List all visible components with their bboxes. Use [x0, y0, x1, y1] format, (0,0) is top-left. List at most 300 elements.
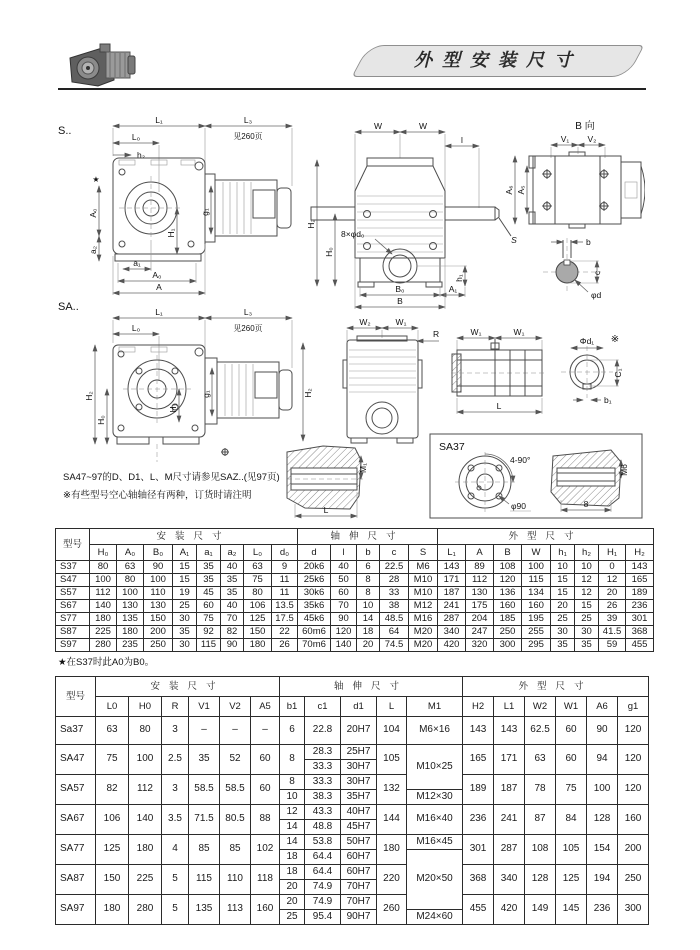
table-cell: 295	[522, 639, 551, 652]
dim-sa-h0: H₀	[96, 415, 106, 425]
header-cell: 外型尺寸	[463, 677, 649, 697]
table-cell: 236	[587, 895, 618, 925]
table-cell: 90	[221, 639, 244, 652]
table-cell: 8	[280, 745, 305, 775]
table-cell: SA77	[56, 835, 96, 865]
table-cell: M10	[409, 587, 438, 600]
table-cell: 84	[556, 805, 587, 835]
table-cell: 0	[599, 561, 626, 574]
drawing-sa-hollow-shaft	[451, 327, 623, 414]
dim-a2: a₂	[88, 245, 98, 255]
drawing-sa-front-view	[343, 317, 439, 443]
table-cell: S57	[56, 587, 90, 600]
table-cell: 165	[463, 745, 494, 775]
table-cell: 30	[173, 613, 197, 626]
table-cell: 85	[220, 835, 251, 865]
dim-v2: V₂	[587, 134, 597, 144]
table-cell: 236	[626, 600, 654, 613]
table-cell: 85	[189, 835, 220, 865]
table-cell: M6×16	[407, 717, 463, 745]
table-row	[56, 895, 649, 910]
header-row	[56, 677, 649, 697]
s-table-footnote: ★在S37时此A0为B0。	[58, 657, 155, 668]
note-line1: SA47~97的D、D1、L、M尺寸请参见SAZ..(见97页)	[63, 472, 280, 483]
table-row	[56, 835, 649, 850]
dim-h1-side: H₁	[166, 228, 176, 238]
table-cell: 30H7	[341, 760, 377, 775]
table-cell: 3	[162, 717, 189, 745]
table-row	[56, 561, 654, 574]
table-cell: –	[189, 717, 220, 745]
header-cell: H₀	[90, 545, 117, 561]
table-row	[56, 805, 649, 820]
table-cell: 241	[494, 805, 525, 835]
header-cell: M1	[407, 697, 463, 717]
header-cell: A	[466, 545, 494, 561]
table-cell: 145	[556, 895, 587, 925]
header-cell: S	[409, 545, 438, 561]
table-cell: 125	[244, 613, 272, 626]
dim-v1: V₁	[560, 134, 570, 144]
table-cell: 149	[525, 895, 556, 925]
dim-l1: L₁	[155, 115, 163, 125]
table-cell: 102	[251, 835, 280, 865]
table-cell: 92	[197, 626, 221, 639]
header-cell: 型号	[56, 529, 90, 561]
table-cell: 82	[96, 775, 129, 805]
table-cell: 10	[551, 561, 575, 574]
view-b-title: B 向	[575, 121, 595, 132]
table-cell: 70H7	[341, 880, 377, 895]
table-cell: 200	[144, 626, 173, 639]
table-cell: M20	[409, 626, 438, 639]
table-cell: 175	[466, 600, 494, 613]
table-cell: 75	[197, 613, 221, 626]
table-cell: 5	[162, 865, 189, 895]
header-cell: W2	[525, 697, 556, 717]
table-cell: 94	[587, 745, 618, 775]
table-cell: 15	[575, 600, 599, 613]
table-cell: 420	[438, 639, 466, 652]
drawing-m-detail	[287, 446, 368, 518]
table-cell: 10	[575, 561, 599, 574]
table-cell: 63	[117, 561, 144, 574]
table-cell: 38	[380, 600, 409, 613]
dim-b: B	[397, 296, 403, 306]
header-cell: A5	[251, 697, 280, 717]
header-cell: 安装尺寸	[96, 677, 280, 697]
table-cell: 15	[551, 587, 575, 600]
table-cell: 144	[377, 805, 407, 835]
table-cell: SA57	[56, 775, 96, 805]
dim-w1: W₁	[395, 317, 407, 327]
table-cell: 35	[551, 639, 575, 652]
table-row	[56, 865, 649, 880]
table-cell: 12	[599, 574, 626, 587]
table-cell: 60	[556, 745, 587, 775]
table-cell: 75	[556, 775, 587, 805]
table-cell: 64	[380, 626, 409, 639]
table-cell: 20H7	[341, 717, 377, 745]
dim-a1-small: a₁	[133, 258, 141, 268]
table-cell: 43.3	[305, 805, 341, 820]
table-cell: 28.3	[305, 745, 341, 760]
ref-mark: ※	[610, 334, 620, 345]
table-cell: 4	[162, 835, 189, 865]
dim-a1-front: A₁	[448, 284, 458, 294]
table-cell: 3	[162, 775, 189, 805]
table-cell: 63	[244, 561, 272, 574]
table-cell: 287	[494, 835, 525, 865]
table-cell: 225	[129, 865, 162, 895]
sa37-m6: M6	[619, 464, 629, 476]
table-cell: 25	[575, 613, 599, 626]
header-cell: d	[298, 545, 331, 561]
header-cell: A₀	[117, 545, 144, 561]
table-cell: 300	[618, 895, 649, 925]
header-cell: 安装尺寸	[90, 529, 298, 545]
table-cell: 70	[221, 613, 244, 626]
table-cell: S97	[56, 639, 90, 652]
table-cell: 15	[551, 574, 575, 587]
table-cell: 17.5	[272, 613, 298, 626]
dim-w1b: W₁	[513, 327, 525, 337]
table-cell: 48.5	[380, 613, 409, 626]
drawing-notes	[63, 471, 280, 501]
table-cell: 74.9	[305, 895, 341, 910]
dim-c-key: c	[592, 270, 602, 276]
table-cell: 420	[494, 895, 525, 925]
table-cell: 165	[626, 574, 654, 587]
table-cell: 45	[197, 587, 221, 600]
sa37-title: SA37	[439, 441, 465, 453]
table-cell: 143	[438, 561, 466, 574]
table-cell: 143	[626, 561, 654, 574]
table-cell: 134	[522, 587, 551, 600]
table-cell: 25H7	[341, 745, 377, 760]
table-cell: 6	[280, 717, 305, 745]
footnote-star-mark: ★	[92, 175, 100, 184]
dim-m-l: L	[323, 505, 329, 515]
see-page-ref-sa: 见260页	[233, 324, 263, 333]
dim-a0-vertical: A₀	[88, 208, 98, 218]
dim-a: A	[156, 282, 162, 292]
table-cell: 35	[575, 639, 599, 652]
dim-sa-h2-right: H₂	[303, 388, 313, 398]
sa-series-table-wrap	[55, 676, 649, 925]
table-cell: 8	[280, 775, 305, 790]
header-cell: V2	[220, 697, 251, 717]
table-cell: 20	[599, 587, 626, 600]
table-cell: 48.8	[305, 820, 341, 835]
table-cell: 19	[173, 587, 197, 600]
header-cell: c1	[305, 697, 341, 717]
table-cell: 180	[96, 895, 129, 925]
table-cell: 60	[556, 717, 587, 745]
header-cell: A₁	[173, 545, 197, 561]
table-cell: 60	[251, 745, 280, 775]
table-cell: SA97	[56, 895, 96, 925]
table-cell: 280	[129, 895, 162, 925]
table-cell: 120	[618, 775, 649, 805]
bolt-holes-callout: 8×φd₀	[341, 229, 365, 239]
note-line2: ※有些型号空心轴轴径有两种，订货时请注明	[63, 490, 252, 501]
table-cell: 33.3	[305, 775, 341, 790]
table-cell: 80.5	[220, 805, 251, 835]
table-cell: 63	[525, 745, 556, 775]
table-cell: 110	[220, 865, 251, 895]
table-cell: 368	[626, 626, 654, 639]
table-cell: 180	[90, 613, 117, 626]
table-cell: 160	[618, 805, 649, 835]
table-cell: 180	[244, 639, 272, 652]
dim-a0-bottom: A₀	[152, 270, 162, 280]
table-cell: 128	[587, 805, 618, 835]
table-cell: 112	[90, 587, 117, 600]
table-cell: 13.5	[272, 600, 298, 613]
table-cell: 187	[494, 775, 525, 805]
table-cell: 5	[162, 895, 189, 925]
table-cell: 108	[494, 561, 522, 574]
table-cell: Sa37	[56, 717, 96, 745]
table-cell: 63	[96, 717, 129, 745]
header-cell: d1	[341, 697, 377, 717]
table-cell: 80	[117, 574, 144, 587]
header-cell: R	[162, 697, 189, 717]
table-cell: 136	[494, 587, 522, 600]
table-cell: 30k6	[298, 587, 331, 600]
table-cell: 15	[173, 561, 197, 574]
table-cell: 130	[144, 600, 173, 613]
table-cell: 20	[357, 639, 380, 652]
s-series-dimension-table	[55, 528, 654, 652]
table-cell: SA67	[56, 805, 96, 835]
table-cell: 180	[129, 835, 162, 865]
table-cell: M16	[409, 613, 438, 626]
table-cell: 150	[244, 626, 272, 639]
table-cell: 340	[438, 626, 466, 639]
page-title-banner	[352, 45, 644, 77]
table-cell: 28	[380, 574, 409, 587]
table-cell: M10	[409, 574, 438, 587]
header-cell: L0	[96, 697, 129, 717]
table-cell: 30	[173, 639, 197, 652]
drawing-shaft-section	[543, 237, 602, 300]
technical-drawings	[55, 96, 645, 524]
table-cell: 100	[522, 561, 551, 574]
dim-h2-small: h₂	[137, 150, 146, 160]
dim-w-right: W	[418, 121, 428, 131]
gearmotor-photo	[62, 40, 138, 90]
table-cell: M20×50	[407, 850, 463, 910]
table-cell: 25	[280, 910, 305, 925]
drawing-s-front-view	[306, 121, 517, 309]
table-row	[56, 587, 654, 600]
table-cell: 104	[377, 717, 407, 745]
table-cell: 189	[463, 775, 494, 805]
table-cell: 185	[494, 613, 522, 626]
dim-w2: W₂	[359, 317, 371, 327]
table-cell: M20	[409, 639, 438, 652]
table-cell: 2.5	[162, 745, 189, 775]
header-row	[56, 529, 654, 545]
table-cell: 200	[618, 835, 649, 865]
table-cell: 80	[90, 561, 117, 574]
table-cell: 100	[144, 574, 173, 587]
table-cell: 194	[587, 865, 618, 895]
table-cell: S37	[56, 561, 90, 574]
table-cell: 22	[272, 626, 298, 639]
table-cell: 100	[90, 574, 117, 587]
table-cell: 455	[463, 895, 494, 925]
table-cell: 18	[280, 850, 305, 865]
table-cell: 120	[494, 574, 522, 587]
section-label-sa: SA..	[58, 301, 79, 313]
table-cell: 10	[280, 790, 305, 805]
header-cell: b	[357, 545, 380, 561]
table-cell: S77	[56, 613, 90, 626]
dim-b0: B₀	[395, 284, 405, 294]
table-cell: S67	[56, 600, 90, 613]
table-cell: 100	[587, 775, 618, 805]
table-cell: 115	[197, 639, 221, 652]
table-cell: 22.8	[305, 717, 341, 745]
table-cell: 95.4	[305, 910, 341, 925]
dim-w-left: W	[373, 121, 383, 131]
header-cell: L₀	[244, 545, 272, 561]
table-cell: 154	[587, 835, 618, 865]
header-cell: d₀	[272, 545, 298, 561]
table-cell: 180	[117, 626, 144, 639]
table-cell: 58.5	[220, 775, 251, 805]
header-cell: c	[380, 545, 409, 561]
header-divider	[58, 88, 646, 90]
table-cell: 9	[272, 561, 298, 574]
table-cell: 120	[331, 626, 357, 639]
table-cell: 45k6	[298, 613, 331, 626]
table-cell: 70	[331, 600, 357, 613]
table-row	[56, 574, 654, 587]
dim-m1: M₁	[358, 463, 368, 473]
dim-b-key: b	[586, 237, 591, 247]
table-cell: 10	[357, 600, 380, 613]
table-cell: 128	[525, 865, 556, 895]
table-cell: 143	[494, 717, 525, 745]
bolt-cross-marks	[542, 169, 609, 211]
header-cell: V1	[189, 697, 220, 717]
table-cell: 301	[463, 835, 494, 865]
table-row	[56, 600, 654, 613]
table-cell: 320	[466, 639, 494, 652]
table-cell: 220	[377, 865, 407, 895]
table-cell: 140	[331, 639, 357, 652]
header-cell: L₁	[438, 545, 466, 561]
dim-d-dia: φd	[591, 290, 602, 300]
dim-r: R	[433, 329, 440, 339]
table-cell: 35	[221, 587, 244, 600]
table-cell: 120	[618, 745, 649, 775]
table-cell: 30H7	[341, 775, 377, 790]
dim-h1-front: h₁	[454, 274, 464, 282]
header-cell: g1	[618, 697, 649, 717]
table-cell: 90	[144, 561, 173, 574]
dim-sa-h2-left: H₂	[84, 391, 94, 401]
table-cell: 89	[466, 561, 494, 574]
header-cell: A6	[587, 697, 618, 717]
table-cell: 11	[272, 574, 298, 587]
dim-g1: g₁	[200, 208, 210, 216]
table-cell: 80	[129, 717, 162, 745]
dim-shaft-l: L	[496, 401, 502, 411]
table-cell: 140	[129, 805, 162, 835]
header-cell: 轴伸尺寸	[280, 677, 463, 697]
table-cell: 50	[331, 574, 357, 587]
header-cell: 型号	[56, 677, 96, 717]
table-cell: 235	[117, 639, 144, 652]
table-cell: 20	[280, 895, 305, 910]
table-cell: 255	[522, 626, 551, 639]
table-cell: 90	[331, 613, 357, 626]
header-cell: h₂	[575, 545, 599, 561]
table-cell: 100	[129, 745, 162, 775]
table-cell: 368	[463, 865, 494, 895]
table-cell: 35	[221, 574, 244, 587]
header-cell: B	[494, 545, 522, 561]
table-cell: 18	[357, 626, 380, 639]
dim-l-lower: l	[461, 135, 463, 145]
table-cell: M16×40	[407, 805, 463, 835]
dim-a5: A₅	[516, 185, 526, 195]
see-page-ref: 见260页	[233, 132, 263, 141]
dim-h0: H₀	[324, 247, 334, 257]
table-row	[56, 613, 654, 626]
table-row	[56, 745, 649, 760]
table-cell: 135	[117, 613, 144, 626]
table-cell: 171	[494, 745, 525, 775]
table-cell: 260	[377, 895, 407, 925]
header-row	[56, 545, 654, 561]
table-cell: M6	[409, 561, 438, 574]
table-cell: 90H7	[341, 910, 377, 925]
table-cell: 60H7	[341, 865, 377, 880]
table-cell: 45H7	[341, 820, 377, 835]
table-cell: 204	[466, 613, 494, 626]
table-cell: 225	[90, 626, 117, 639]
table-cell: 80	[244, 587, 272, 600]
table-cell: 115	[189, 865, 220, 895]
table-cell: 236	[463, 805, 494, 835]
table-cell: 59	[599, 639, 626, 652]
table-cell: 247	[466, 626, 494, 639]
dim-a6: A₆	[504, 185, 514, 195]
table-cell: 60	[197, 600, 221, 613]
table-cell: 14	[280, 820, 305, 835]
table-cell: 74.9	[305, 880, 341, 895]
table-cell: 171	[438, 574, 466, 587]
dim-d1-dia: Φd₁	[579, 336, 595, 346]
table-cell: 3.5	[162, 805, 189, 835]
table-cell: 300	[494, 639, 522, 652]
page-title: 外型安装尺寸	[414, 50, 582, 70]
table-cell: 150	[96, 865, 129, 895]
table-cell: 6	[357, 561, 380, 574]
dim-sa-l1: L₁	[155, 307, 163, 317]
table-cell: 35	[197, 574, 221, 587]
table-cell: –	[251, 717, 280, 745]
header-cell: b1	[280, 697, 305, 717]
table-cell: 150	[144, 613, 173, 626]
header-cell: H2	[463, 697, 494, 717]
